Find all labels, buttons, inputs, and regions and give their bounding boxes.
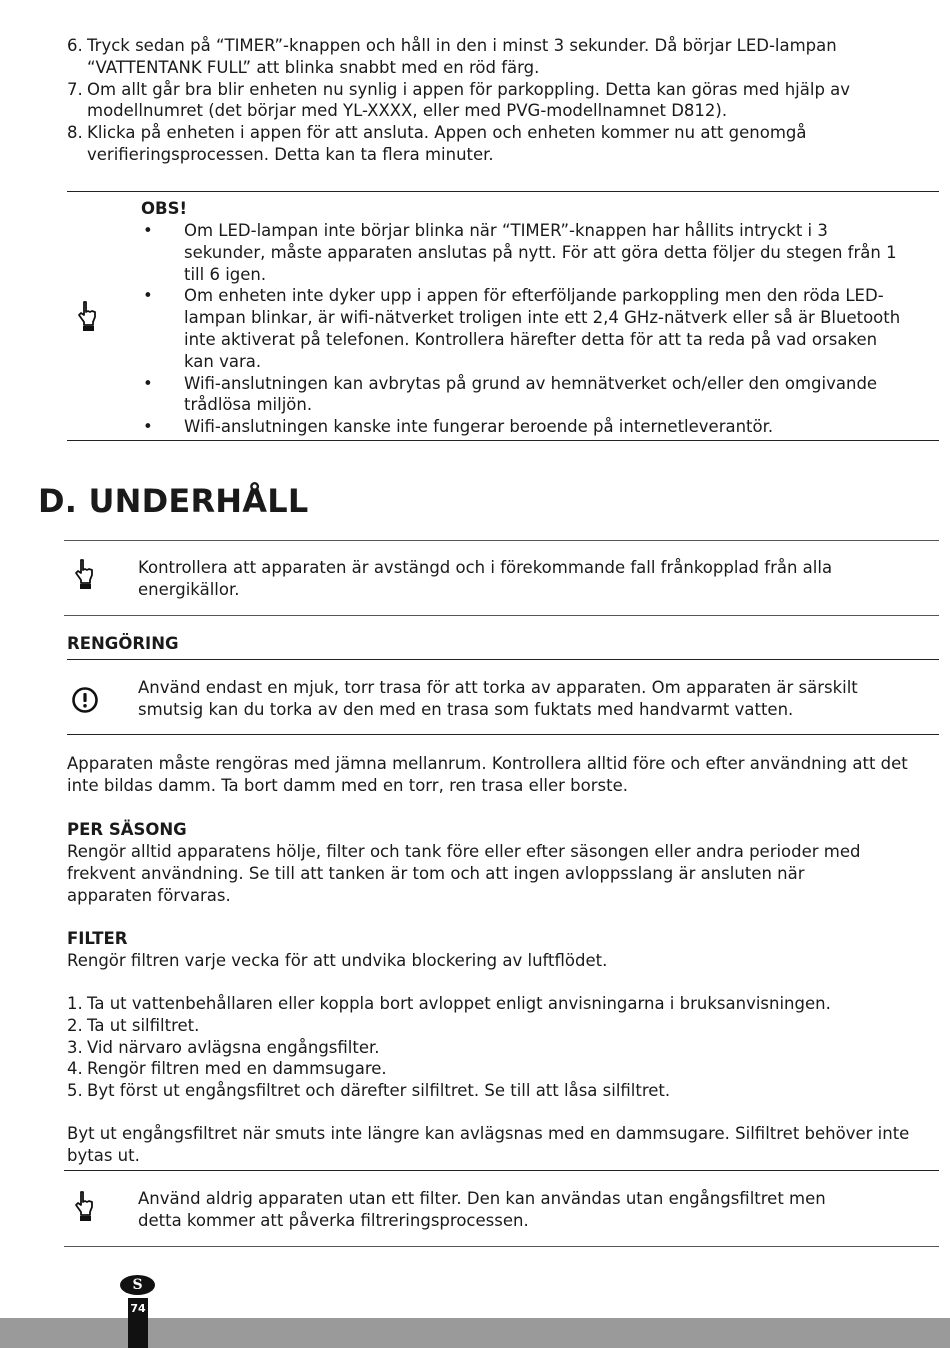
step-number: 5. [67,1081,83,1101]
page-number: 74 [130,1302,146,1315]
step-number: 8. [67,123,83,143]
bullet-text: Om enheten inte dyker upp i appen för efterföljande parkoppling men den röda LED-lampan blinkar, är wifi-nätverket troligen inte ett 2,4 GHz-nätverk eller så är Bluetooth inte aktiverat på telefonen. Kontrollera härefter detta för att ta reda på vad orsaken kan vara. [184,286,901,371]
per-season-heading: PER SÄSONG [67,820,187,839]
step-text: Tryck sedan på “TIMER”-knappen och håll in den i minst 3 sekunder. Då börjar LED-lampan “VATTENTANK FULL” att blinka snabbt med en röd färg. [87,36,837,77]
filter-intro: Rengör filtren varje vecka för att undvika blockering av luftflödet. [67,951,608,970]
step-number: 3. [67,1037,83,1057]
intro-steps [67,35,887,166]
list-item [67,1015,912,1037]
filter-notice-bottom-rule [64,1246,939,1247]
list-item [67,1080,912,1102]
step-number: 6. [67,36,83,55]
bullet-text: Om LED-lampan inte börjar blinka när “TIMER”-knappen har hållits intryckt i 3 sekunder, måste apparaten anslutas på nytt. För att göra detta följer du stegen från 1 till 6 igen. [184,221,897,284]
obs-bottom-rule [67,440,939,441]
step-text: Vid närvaro avlägsna engångsfilter. [87,1037,380,1057]
obs-list [143,220,903,438]
list-item [67,1058,912,1080]
step-text: Ta ut vattenbehållaren eller koppla bort avloppet enligt anvisningarna i bruksanvisningen. [87,994,831,1013]
filter-outro: Byt ut engångsfiltret när smuts inte längre kan avlägsnas med en dammsugare. Silfiltret behöver inte bytas ut. [67,1124,910,1165]
warning-bottom-rule [67,734,939,735]
language-badge: S [120,1275,155,1295]
cleaning-warning-text: Använd endast en mjuk, torr trasa för att torka av apparaten. Om apparaten är särskilt smutsig kan du torka av den med en trasa som fuktats med handvarmt vatten. [138,678,858,719]
obs-heading: OBS! [141,199,188,218]
step-text: Byt först ut engångsfiltret och därefter silfiltret. Se till att låsa silfiltret. [87,1081,671,1101]
obs-top-rule [67,191,939,192]
step-number: 2. [67,1015,83,1035]
notice-disconnect-text: Kontrollera att apparaten är avstängd och i förekommande fall frånkopplad från alla energikällor. [138,558,833,599]
bullet: • [143,286,153,306]
section-title: D. UNDERHÅLL [38,482,309,520]
pointing-hand-icon [76,300,98,332]
list-item [143,285,903,372]
notice-bottom-rule [64,615,939,616]
notice-filter-text: Använd aldrig apparaten utan ett filter. Den kan användas utan engångsfiltret men detta kommer att påverka filtreringsprocessen. [138,1189,826,1230]
list-item [143,416,903,438]
bullet: • [143,373,153,393]
warning-top-rule [67,659,939,660]
exclamation-circle-icon [71,686,99,714]
notice-top-rule [64,540,939,541]
bullet-text: Wifi-anslutningen kanske inte fungerar beroende på internetleverantör. [184,417,774,437]
cleaning-paragraph: Apparaten måste rengöras med jämna mellanrum. Kontrollera alltid före och efter användning att det inte bildas damm. Ta bort damm med en torr, ren trasa eller borste. [67,754,908,795]
list-item [67,122,887,166]
pointing-hand-icon [73,1190,95,1222]
list-item [143,373,903,417]
list-item [67,35,887,79]
step-text: Ta ut silfiltret. [87,1015,200,1035]
list-item [67,993,912,1015]
step-number: 1. [67,994,83,1013]
list-item [67,79,887,123]
bullet-text: Wifi-anslutningen kan avbrytas på grund av hemnätverket och/eller den omgivande trådlösa miljön. [184,373,878,415]
list-item [143,220,903,285]
cleaning-heading: RENGÖRING [67,634,179,653]
bullet: • [143,221,153,240]
filter-steps [67,993,912,1102]
step-text: Rengör filtren med en dammsugare. [87,1059,387,1079]
per-season-text: Rengör alltid apparatens hölje, filter och tank före eller efter säsongen eller andra perioder med frekvent användning. Se till att tanken är tom och att ingen avloppsslang är ansluten när apparaten förvaras. [67,842,861,905]
list-item [67,1037,912,1059]
filter-heading: FILTER [67,929,128,948]
step-number: 7. [67,79,83,99]
bullet: • [143,417,153,437]
filter-notice-top-rule [64,1170,939,1171]
pointing-hand-icon [73,558,95,590]
step-text: Klicka på enheten i appen för att ansluta. Appen och enheten kommer nu att genomgå verifieringsprocessen. Detta kan ta flera minuter. [87,123,807,164]
step-number: 4. [67,1059,83,1079]
step-text: Om allt går bra blir enheten nu synlig i appen för parkoppling. Detta kan göras med hjälp av modellnumret (det börjar med YL-XXXX, eller med PVG-modellnamnet D812). [87,79,851,121]
